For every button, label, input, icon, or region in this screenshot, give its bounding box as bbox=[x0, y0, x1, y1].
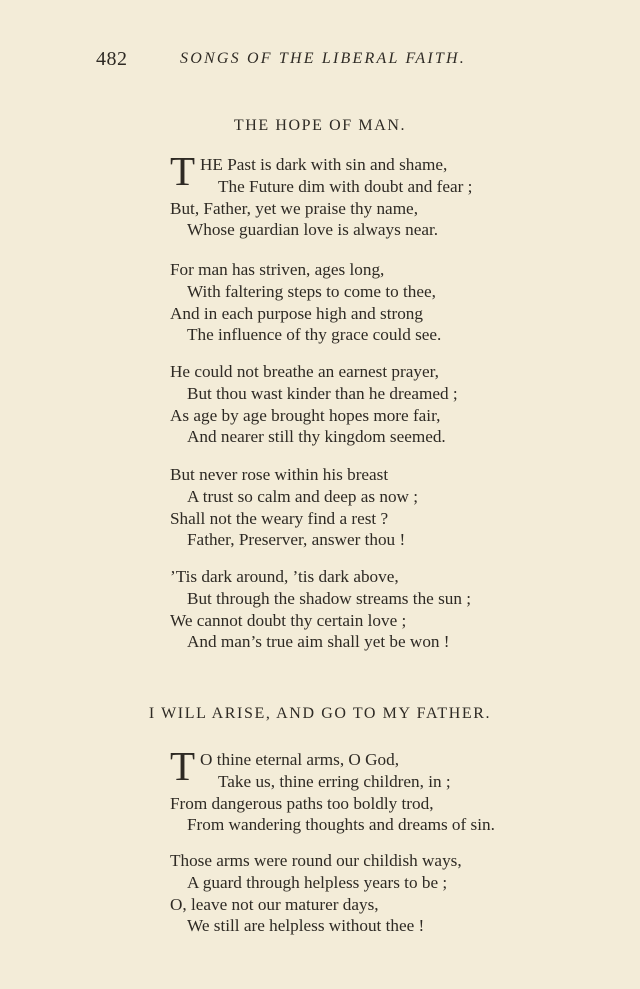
verse-line: A guard through helpless years to be ; bbox=[187, 872, 448, 892]
verse-line: He could not breathe an earnest prayer, bbox=[170, 362, 439, 381]
verse-line: From dangerous paths too boldly trod, bbox=[170, 793, 434, 813]
hymn-title: THE HOPE OF MAN. bbox=[233, 117, 407, 134]
verse-line: Shall not the weary find a rest ? bbox=[170, 508, 389, 528]
verse-line: We still are helpless without thee ! bbox=[187, 916, 425, 936]
verse-line: For man has striven, ages long, bbox=[170, 260, 385, 279]
verse-line: And man’s true aim shall yet be won ! bbox=[187, 632, 450, 652]
verse-line: The influence of thy grace could see. bbox=[187, 325, 442, 345]
verse-line: But thou wast kinder than he dreamed ; bbox=[187, 383, 458, 403]
verse-line: With faltering steps to come to thee, bbox=[187, 281, 436, 301]
page-number: 482 bbox=[96, 48, 128, 70]
verse-line: But never rose within his breast bbox=[170, 465, 389, 484]
verse-line: And nearer still thy kingdom seemed. bbox=[187, 427, 446, 447]
verse-line: And in each purpose high and strong bbox=[170, 303, 423, 323]
verse-line: Father, Preserver, answer thou ! bbox=[187, 530, 406, 550]
verse-line: Take us, thine erring children, in ; bbox=[218, 771, 451, 791]
stanza bbox=[170, 259, 610, 346]
verse-line: But, Father, yet we praise thy name, bbox=[170, 198, 418, 218]
drop-cap: T bbox=[170, 148, 196, 194]
stanza bbox=[170, 850, 610, 937]
verse-line: The Future dim with doubt and fear ; bbox=[218, 176, 473, 196]
verse-line: We cannot doubt thy certain love ; bbox=[170, 610, 407, 630]
hymn-title: I WILL ARISE, AND GO TO MY FATHER. bbox=[148, 705, 492, 722]
stanza bbox=[170, 148, 610, 241]
stanza bbox=[170, 743, 610, 836]
verse-line: O thine eternal arms, O God, bbox=[200, 750, 400, 769]
verse-line: O, leave not our maturer days, bbox=[170, 894, 379, 914]
drop-cap: T bbox=[170, 743, 196, 789]
verse-line: A trust so calm and deep as now ; bbox=[187, 486, 419, 506]
verse-line: As age by age brought hopes more fair, bbox=[170, 405, 441, 425]
verse-line: Whose guardian love is always near. bbox=[187, 220, 439, 240]
stanza bbox=[170, 566, 610, 653]
stanza bbox=[170, 361, 610, 448]
verse-line: HE Past is dark with sin and shame, bbox=[200, 155, 448, 174]
verse-line: Those arms were round our childish ways, bbox=[170, 851, 462, 870]
running-head bbox=[96, 48, 544, 76]
verse-line: But through the shadow streams the sun ; bbox=[187, 588, 472, 608]
running-title: SONGS OF THE LIBERAL FAITH. bbox=[180, 50, 466, 67]
verse-line: From wandering thoughts and dreams of sin. bbox=[187, 815, 495, 835]
verse-line: ’Tis dark around, ’tis dark above, bbox=[170, 567, 399, 586]
stanza bbox=[170, 464, 610, 551]
